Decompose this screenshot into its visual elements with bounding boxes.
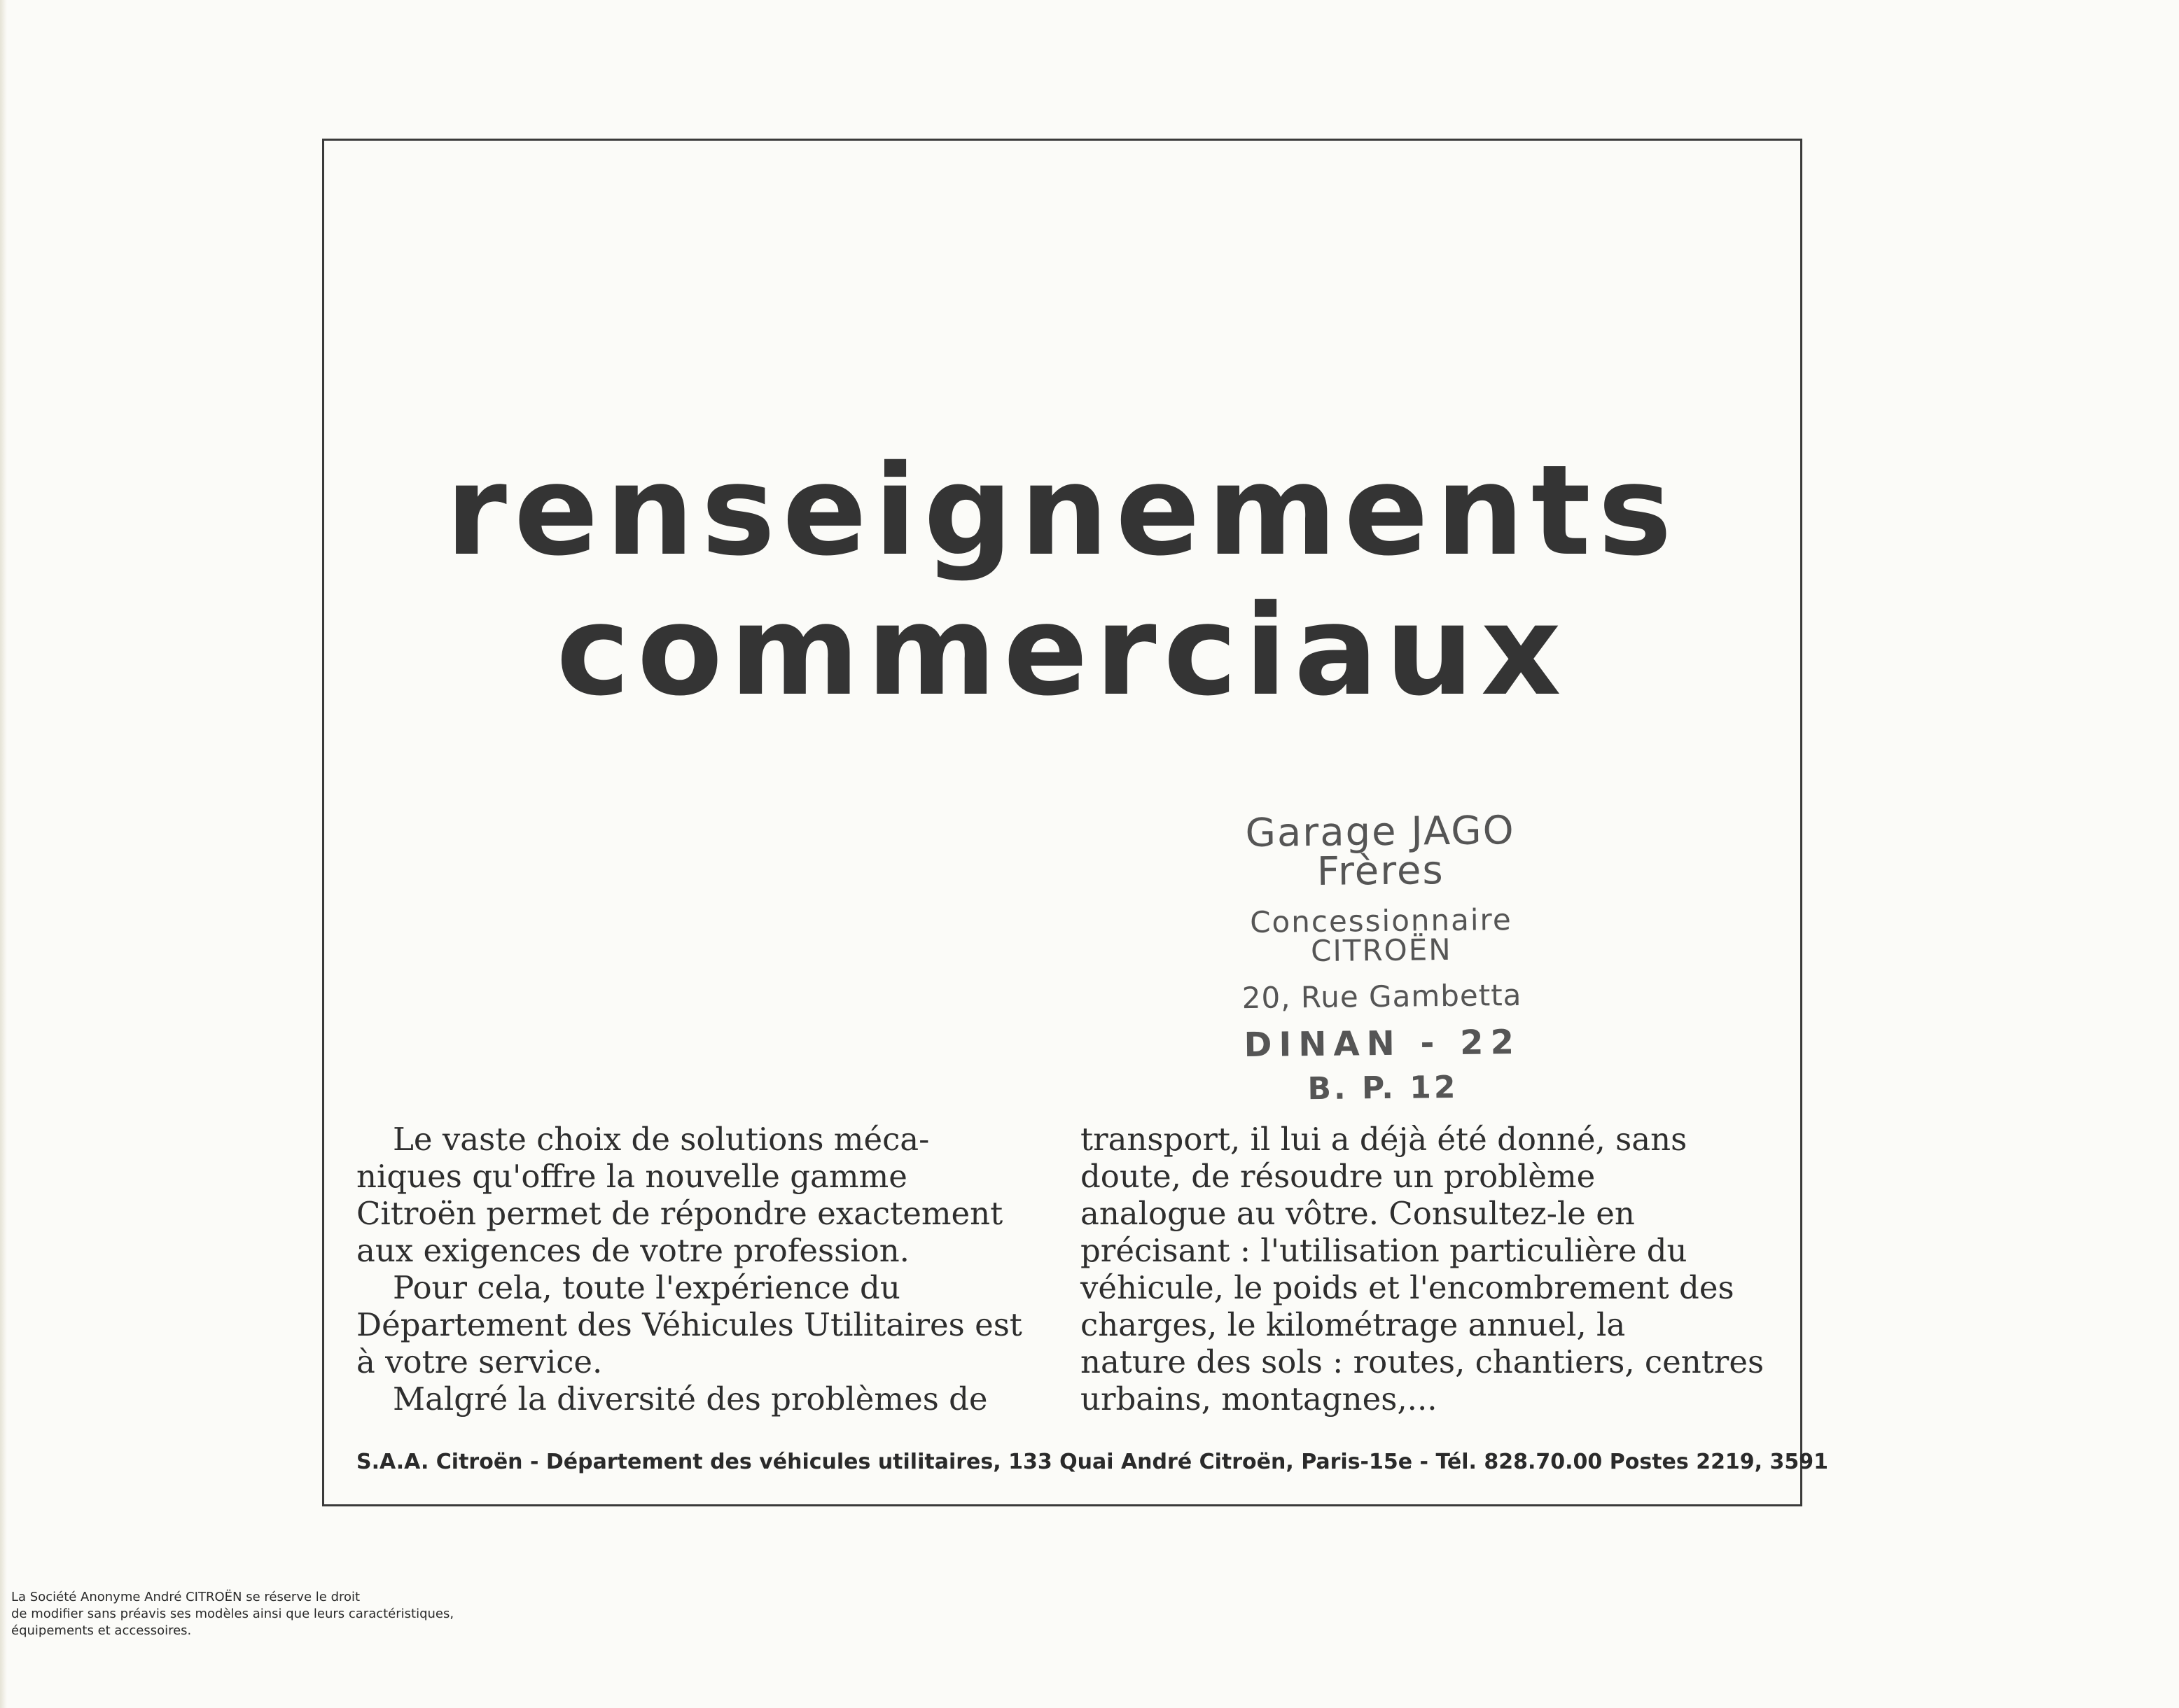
body-line: niques qu'offre la nouvelle gamme bbox=[356, 1158, 907, 1195]
disclaimer-line: La Société Anonyme André CITROËN se réserve le droit bbox=[11, 1590, 361, 1604]
body-column-right bbox=[1080, 1121, 1767, 1418]
body-column-left bbox=[356, 1121, 1043, 1418]
body-line: Malgré la diversité des problèmes de bbox=[393, 1380, 988, 1418]
dealer-stamp bbox=[1184, 807, 1579, 1107]
content-frame bbox=[322, 139, 1829, 1506]
body-line: Citroën permet de répondre exactement bbox=[356, 1195, 1003, 1232]
disclaimer-line: de modifier sans préavis ses modèles ainsi que leurs caractéristiques, bbox=[11, 1606, 454, 1621]
body-line: analogue au vôtre. Consultez-le en bbox=[1080, 1195, 1635, 1232]
stamp-line-po-box: B. P. 12 bbox=[1307, 1069, 1459, 1107]
body-line: Le vaste choix de solutions méca- bbox=[393, 1121, 930, 1158]
body-line: véhicule, le poids et l'encombrement des bbox=[1080, 1269, 1734, 1306]
heading-line-2: commerciaux bbox=[556, 578, 1568, 723]
legal-disclaimer bbox=[11, 1589, 543, 1639]
disclaimer-line: équipements et accessoires. bbox=[11, 1623, 192, 1638]
stamp-line-concessionnaire: Concessionnaire CITROËN bbox=[1249, 902, 1512, 969]
page-edge-shadow bbox=[0, 0, 7, 1708]
body-line: nature des sols : routes, chantiers, centres bbox=[1080, 1343, 1764, 1380]
body-line: précisant : l'utilisation particulière du bbox=[1080, 1232, 1687, 1269]
stamp-line-street: 20, Rue Gambetta bbox=[1241, 977, 1522, 1016]
company-address: S.A.A. Citroën - Département des véhicules utilitaires, 133 Quai André Citroën, Paris-15e - Tél. 828.70.00 Postes 2219, 3591 bbox=[356, 1450, 1829, 1474]
body-line: aux exigences de votre profession. bbox=[356, 1232, 910, 1269]
stamp-line-garage: Garage JAGO Frères bbox=[1245, 807, 1516, 895]
body-line: urbains, montagnes,... bbox=[1080, 1380, 1437, 1418]
stamp-line-city: DINAN - 22 bbox=[1244, 1022, 1522, 1065]
body-line: Pour cela, toute l'expérience du bbox=[393, 1269, 900, 1306]
body-line: Département des Véhicules Utilitaires est bbox=[356, 1306, 1022, 1343]
body-line: transport, il lui a déjà été donné, sans bbox=[1080, 1121, 1687, 1158]
heading-line-1: renseignements bbox=[445, 438, 1679, 583]
body-line: à votre service. bbox=[356, 1343, 603, 1380]
body-line: doute, de résoudre un problème bbox=[1080, 1158, 1596, 1195]
body-line: charges, le kilométrage annuel, la bbox=[1080, 1306, 1626, 1343]
